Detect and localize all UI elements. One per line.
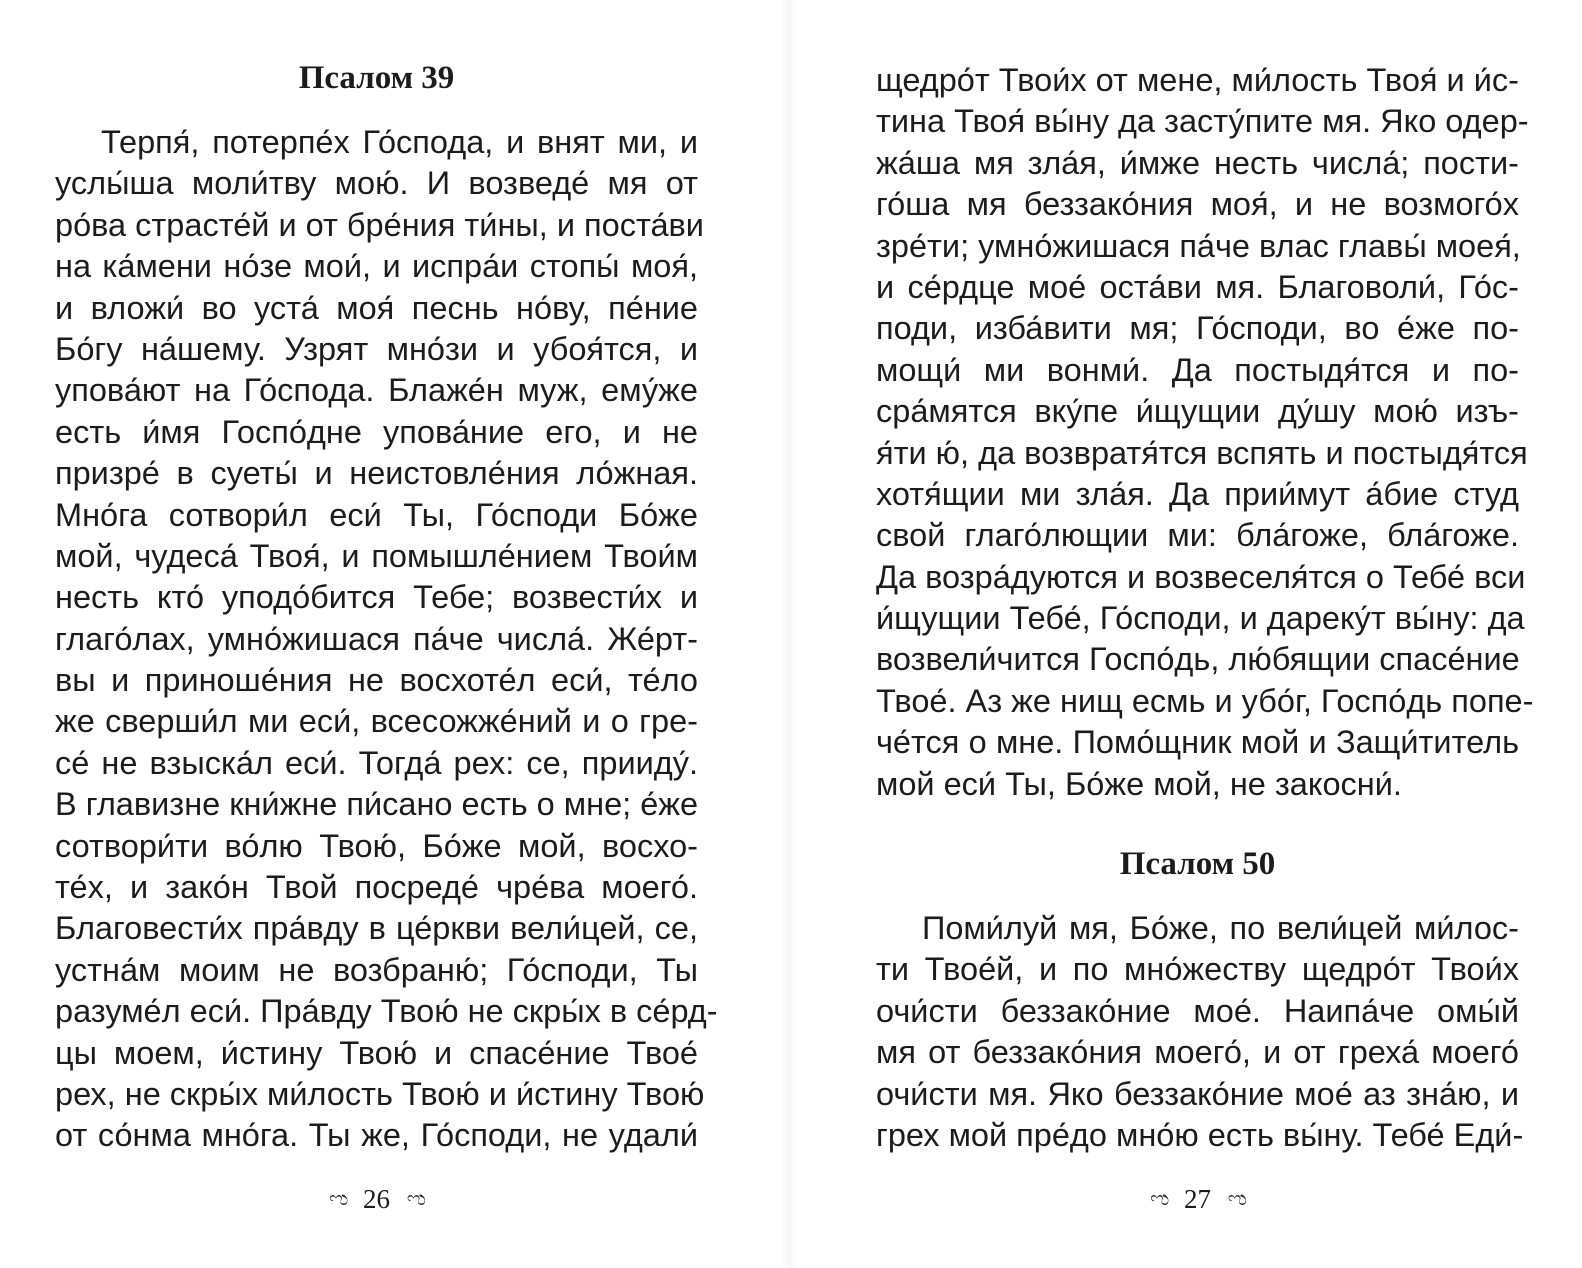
text-line: цы моем, и́стину Твою́ и спасе́ние Твое́: [55, 1034, 698, 1071]
text-line: призре́ в суеты́ и неистовле́ния ло́жная.: [55, 455, 698, 492]
text-line: сра́мятся вку́пе и́щущии ду́шу мою́ изъ-: [876, 393, 1519, 430]
text-line: ти Твое́й, и по мно́жеству щедро́т Твои́х: [876, 951, 1519, 988]
text-line: устна́м моим не возбраню́; Го́споди, Ты: [55, 951, 698, 988]
text-line: В главизне кни́жне пи́сано есть о мне; е́же: [55, 786, 699, 823]
text-line: Благовести́х пра́вду в це́ркви вели́цей, се,: [55, 910, 698, 947]
text-line: рех, не скры́х ми́лость Твою́ и и́стину Твою́: [55, 1075, 705, 1112]
ornament-right-icon: ಌ: [1227, 1187, 1245, 1210]
text-line: и вложи́ во уста́ моя́ песнь но́ву, пе́ние: [55, 289, 698, 326]
text-line: вы и приноше́ния не восхоте́л еси́, те́ло: [55, 662, 698, 699]
text-line: Поми́луй мя, Бо́же, по вели́цей ми́лос-: [922, 910, 1519, 946]
text-line: мя от беззако́ния моего́, и от греха́ моего́: [876, 1034, 1519, 1071]
right-page-footer: [876, 1176, 1519, 1219]
text-line: возвели́чится Госпо́дь, лю́бящии спасе́ние: [876, 641, 1520, 678]
text-line: хотя́щии ми зла́я. Да прии́мут а́бие студ: [876, 475, 1519, 512]
text-line: Твое́. Аз же нищ есмь и убо́г, Госпо́дь попе-: [876, 682, 1534, 719]
text-line: на ка́мени но́зе мои́, и испра́и стопы́ моя́,: [55, 248, 698, 285]
ornament-left-icon: ಌ: [329, 1187, 347, 1210]
text-line: услы́ша моли́тву мою́. И возведе́ мя от: [55, 165, 698, 202]
psalm-50-text: [876, 908, 1524, 1156]
text-line: и се́рдце мое́ оста́ви мя. Благоволи́, Го́с-: [876, 268, 1519, 305]
psalm-39-continued-text: [876, 60, 1534, 805]
text-line: жа́ша мя зла́я, и́мже несть числа́; пости-: [876, 144, 1519, 181]
text-line: зре́ти; умно́жишася па́че влас главы́ моея́,: [876, 227, 1521, 264]
text-line: Терпя́, потерпе́х Го́спода, и внят ми, и: [101, 124, 698, 160]
text-line: разуме́л еси́. Пра́вду Твою́ не скры́х в се́рд-: [55, 993, 718, 1030]
left-page-footer: [55, 1176, 698, 1219]
left-page: [55, 0, 718, 1268]
text-line: поди, изба́вити мя; Го́споди, во е́же по-: [876, 310, 1519, 347]
text-line: мой, чудеса́ Твоя́, и помышле́нием Твои́м: [55, 537, 698, 574]
text-line: сотвори́ти во́лю Твою́, Бо́же мой, восхо-: [55, 827, 698, 864]
text-line: очи́сти мя. Яко беззако́ние мое́ аз зна́ю, и: [876, 1075, 1519, 1112]
text-line: упова́ют на Го́спода. Блаже́н муж, ему́же: [55, 372, 698, 409]
page-number: 27: [1184, 1183, 1211, 1214]
right-page: [876, 0, 1534, 1268]
text-line: очи́сти беззако́ние мое́. Наипа́че омы́й: [876, 992, 1519, 1029]
text-line: се́ не взыска́л еси́. Тогда́ рех: се, прииду́.: [55, 744, 698, 781]
text-line: я́ти ю́, да возвратя́тся вспять и постыдя́тся: [876, 434, 1528, 471]
text-line: же сверши́л ми еси́, всесожже́ний и о гре-: [55, 703, 698, 740]
text-line: от со́нма мно́га. Ты же, Го́споди, не удали́: [55, 1117, 698, 1154]
text-line: Бо́гу на́шему. Узрят мно́зи и убоя́тся, и: [55, 330, 698, 367]
text-line: тина Твоя́ вы́ну да засту́пите мя. Яко одер-: [876, 103, 1529, 140]
text-line: свой глаго́лющии ми: бла́гоже, бла́гоже.: [876, 517, 1519, 554]
psalm-39-heading: Псалом 39: [298, 60, 455, 96]
text-line: грех мой пре́до мно́ю есть вы́ну. Тебе́ Еди́-: [876, 1116, 1524, 1153]
text-line: несть кто́ уподо́бится Тебе; возвести́х и: [55, 579, 698, 616]
ornament-right-icon: ಌ: [406, 1187, 424, 1210]
ornament-left-icon: ಌ: [1150, 1187, 1168, 1210]
text-line: глаго́лах, умно́жишася па́че числа́. Же́рт-: [55, 620, 698, 657]
text-line: и́щущии Тебе́, Го́споди, и дареку́т вы́ну: да: [876, 600, 1525, 637]
text-line: щедро́т Твои́х от мене, ми́лость Твоя́ и и́с-: [876, 62, 1519, 98]
text-line: те́х, и зако́н Твой посреде́ чре́ва моего́.: [55, 869, 698, 906]
psalm-39-text: [55, 122, 718, 1157]
text-line: есть и́мя Госпо́дне упова́ние его, и не: [55, 413, 698, 450]
page-number: 26: [363, 1183, 390, 1214]
text-line: мой еси́ Ты, Бо́же мой, не закосни́.: [876, 765, 1402, 802]
text-line: го́ша мя беззако́ния моя́, и не возмого́х: [876, 186, 1519, 223]
book-gutter: [780, 0, 798, 1268]
text-line: че́тся о мне. Помо́щник мой и Защи́титель: [876, 724, 1519, 761]
text-line: мощи́ ми вонми́. Да постыдя́тся и по-: [876, 351, 1519, 388]
psalm-50-heading: Псалом 50: [1119, 846, 1276, 882]
text-line: Да возра́дуются и возвеселя́тся о Тебе́ вси: [876, 558, 1526, 595]
text-line: Мно́га сотвори́л еси́ Ты, Го́споди Бо́же: [55, 496, 698, 533]
text-line: ро́ва страсте́й и от бре́ния ти́ны, и поста́ви: [55, 206, 704, 243]
